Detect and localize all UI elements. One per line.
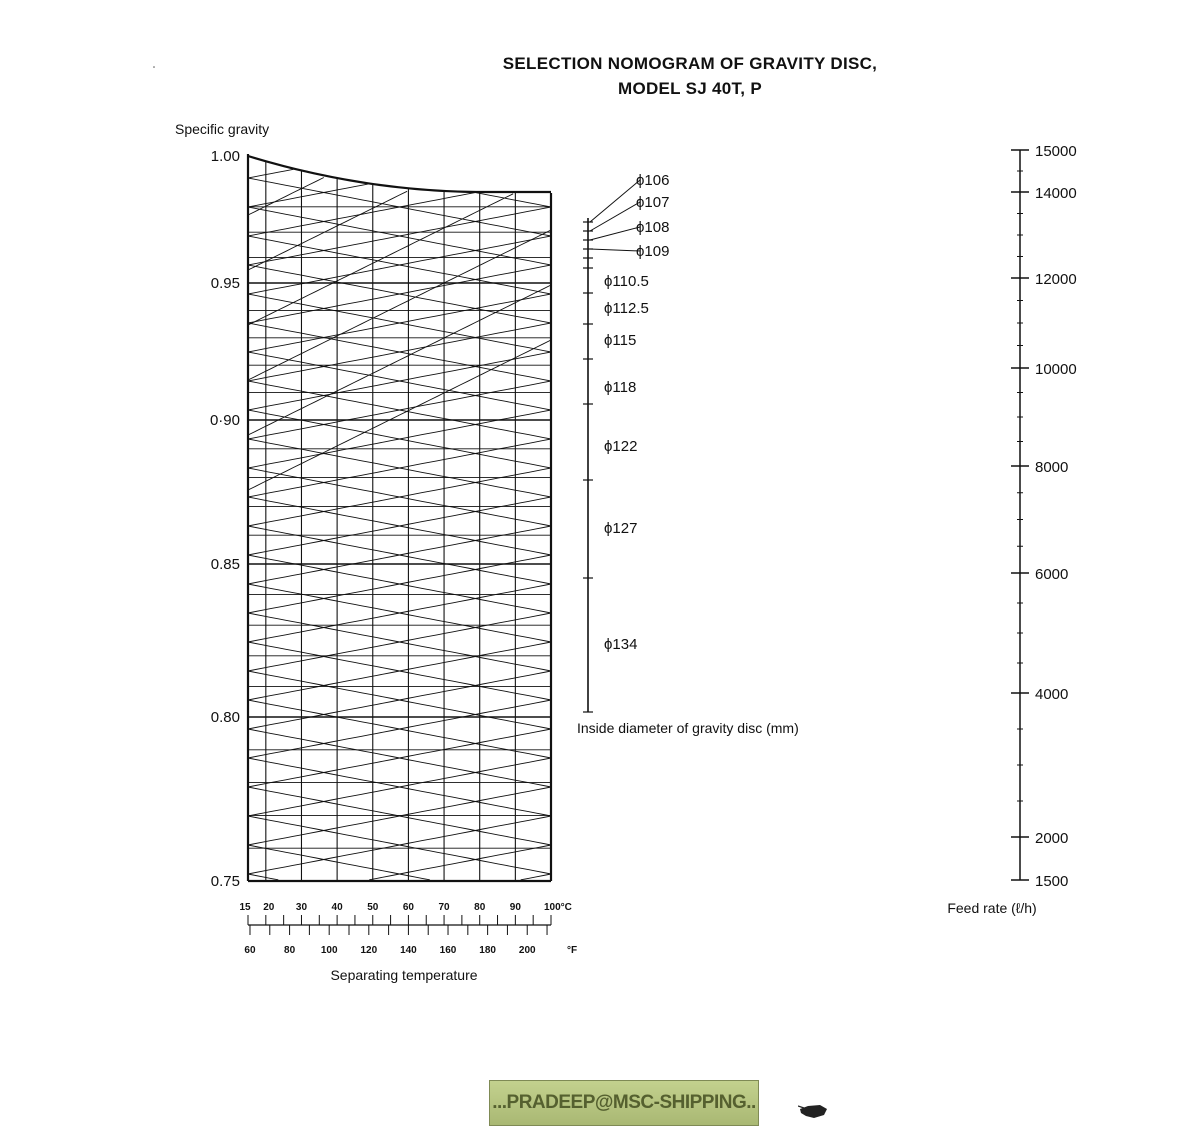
descending-curve <box>248 845 430 880</box>
chart-title: SELECTION NOMOGRAM OF GRAVITY DISC, <box>502 54 878 73</box>
fahrenheit-unit: °F <box>567 945 578 956</box>
feed-rate-axis <box>947 143 1076 916</box>
fahrenheit-tick-label: 60 <box>244 945 256 956</box>
temperature-axis <box>239 902 577 983</box>
disc-diameter-label: ϕ112.5 <box>604 300 649 317</box>
feed-rate-tick-label: 1500 <box>1035 873 1069 890</box>
celsius-tick-label: 20 <box>263 902 275 913</box>
specific-gravity-tick-label: 0.75 <box>210 873 240 890</box>
specific-gravity-tick-label: 0.80 <box>210 709 240 726</box>
disc-diameter-label: ϕ134 <box>604 636 638 653</box>
celsius-tick-label: 70 <box>438 902 450 913</box>
feed-rate-tick-label: 14000 <box>1035 185 1077 202</box>
specific-gravity-axis <box>175 121 269 890</box>
ascending-curve <box>248 169 293 178</box>
disc-diameter-label: ϕ106 <box>636 172 670 189</box>
specific-gravity-label: Specific gravity <box>175 121 270 137</box>
chart-subtitle: MODEL SJ 40T, P <box>617 79 762 98</box>
steep-curve <box>248 194 513 325</box>
disc-diameter-label: ϕ108 <box>636 219 670 236</box>
feed-rate-tick-label: 12000 <box>1035 271 1077 288</box>
fahrenheit-tick-label: 100 <box>320 945 338 956</box>
fahrenheit-tick-label: 140 <box>400 945 417 956</box>
disc-diameter-label: ϕ122 <box>604 438 638 455</box>
feed-rate-tick-label: 4000 <box>1035 686 1069 703</box>
disc-diameter-label: ϕ110.5 <box>604 273 649 290</box>
disc-leader-line <box>590 249 640 251</box>
steep-curve <box>248 178 324 216</box>
disc-leader-line <box>590 180 640 222</box>
chart-grid <box>248 161 551 881</box>
fahrenheit-tick-label: 80 <box>284 945 296 956</box>
watermark-badge: ...PRADEEP@MSC-SHIPPING.. <box>489 1080 759 1126</box>
descending-curve <box>475 193 551 208</box>
specific-gravity-tick-label: 0·90 <box>209 412 240 429</box>
specific-gravity-tick-label: 0.85 <box>210 556 240 573</box>
fahrenheit-tick-label: 180 <box>479 945 496 956</box>
descending-curve <box>248 874 278 880</box>
disc-diameter-label: ϕ127 <box>604 520 638 537</box>
disc-diameter-label: ϕ107 <box>636 194 670 211</box>
feed-rate-axis-label: Feed rate (ℓ/h) <box>947 900 1037 916</box>
temperature-axis-label: Separating temperature <box>330 967 478 983</box>
steep-curve <box>248 230 551 380</box>
celsius-tick-label: 90 <box>509 902 521 913</box>
disc-diameter-label: ϕ115 <box>604 332 637 349</box>
fahrenheit-tick-label: 120 <box>360 945 378 956</box>
feed-rate-tick-label: 6000 <box>1035 566 1069 583</box>
disc-diameter-label: ϕ118 <box>604 379 637 396</box>
feed-rate-tick-label: 2000 <box>1035 830 1069 847</box>
scan-speck <box>153 66 155 68</box>
disc-leader-line <box>590 227 640 240</box>
celsius-tick-label: 80 <box>474 902 486 913</box>
celsius-tick-label: 30 <box>295 902 308 913</box>
feed-rate-tick-label: 15000 <box>1035 143 1077 160</box>
ascending-curve <box>521 874 551 880</box>
celsius-tick-label: 60 <box>402 902 414 913</box>
celsius-tick-label: 40 <box>331 902 343 913</box>
disc-diameter-label: ϕ109 <box>636 243 670 260</box>
fahrenheit-tick-label: 160 <box>439 945 457 956</box>
specific-gravity-tick-label: 1.00 <box>210 148 240 165</box>
feed-rate-tick-label: 10000 <box>1035 361 1077 378</box>
steep-curve <box>248 285 551 435</box>
celsius-tick-label: 15 <box>239 902 251 913</box>
specific-gravity-tick-label: 0.95 <box>210 275 240 292</box>
ascending-curve <box>369 845 551 880</box>
feed-rate-tick-label: 8000 <box>1035 459 1069 476</box>
steep-curve <box>248 340 551 490</box>
disc-axis-label: Inside diameter of gravity disc (mm) <box>577 720 799 736</box>
chart-frame <box>153 66 551 881</box>
gravity-disc-axis <box>577 172 799 736</box>
disc-leader-line <box>590 202 640 231</box>
celsius-tick-label: 50 <box>367 902 379 913</box>
ink-blot-mark <box>798 1103 828 1119</box>
fahrenheit-tick-label: 200 <box>518 945 536 956</box>
celsius-tick-label: 100°C <box>544 902 572 913</box>
